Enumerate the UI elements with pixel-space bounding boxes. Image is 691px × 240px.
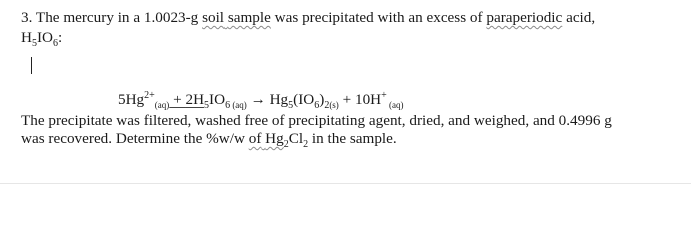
- eq-h5io6: 2H: [185, 91, 205, 108]
- of-word: of: [248, 130, 262, 147]
- paragraph-text-end: in the sample.: [308, 130, 397, 147]
- question-line-2: [21, 29, 62, 47]
- formula-o-sub: 6: [53, 38, 58, 49]
- question-text: 3. The mercury in a 1.0023-g: [21, 9, 203, 26]
- paragraph-line-1: The precipitate was filtered, washed free of precipitating agent, dried, and weighed, and 0.4996 g: [21, 112, 612, 129]
- eq-h-charge: +: [381, 90, 387, 101]
- formula-io: IO: [36, 29, 53, 46]
- eq-plus-2: + 10H: [338, 91, 382, 108]
- paraperiodic-word: paraperiodic: [486, 9, 563, 26]
- eq-hg-charge: 2+: [144, 90, 155, 101]
- chemical-equation: [118, 90, 404, 111]
- eq-h5io6-phase: (aq): [230, 100, 247, 110]
- eq-product-hg-sub: 5: [288, 100, 294, 111]
- eq-product-io6-sub: 6: [314, 100, 320, 111]
- eq-hg: 5Hg: [118, 91, 145, 108]
- reaction-arrow-icon: →: [246, 91, 270, 108]
- hg2cl2-cl-sub: 2: [303, 139, 309, 150]
- eq-h-phase: (aq): [386, 100, 404, 110]
- formula-h-sub: 5: [31, 38, 37, 49]
- hg2cl2-hg-sub: 2: [283, 139, 289, 150]
- question-line-1: [21, 9, 595, 27]
- sample-word: sample: [227, 9, 271, 26]
- eq-product-paren: (IO: [293, 91, 315, 108]
- eq-product-hg: Hg: [269, 91, 289, 108]
- question-text-3: acid,: [562, 9, 596, 26]
- formula-colon: :: [58, 29, 63, 46]
- formula-h: H: [21, 29, 32, 46]
- eq-h5io6-sub5: 5: [204, 100, 210, 111]
- hg2cl2-cl: Cl: [288, 130, 304, 147]
- soil-word: soil: [202, 9, 225, 26]
- hg2cl2-hg: Hg: [265, 130, 284, 147]
- paragraph-text: was recovered. Determine the %w/w: [21, 130, 249, 147]
- eq-plus-1: +: [169, 91, 186, 108]
- eq-h5io6-sub6: 6: [225, 100, 231, 111]
- text-cursor: [31, 57, 32, 74]
- paragraph-line-2: [21, 130, 397, 148]
- eq-h5io6-io: IO: [209, 91, 226, 108]
- question-text-2: was precipitated with an excess of: [270, 9, 487, 26]
- eq-hg-phase: (aq): [154, 100, 170, 110]
- eq-product-phase: (s): [329, 100, 339, 110]
- eq-product-paren-close: ): [319, 91, 325, 108]
- eq-product-two-sub: 2: [324, 100, 330, 111]
